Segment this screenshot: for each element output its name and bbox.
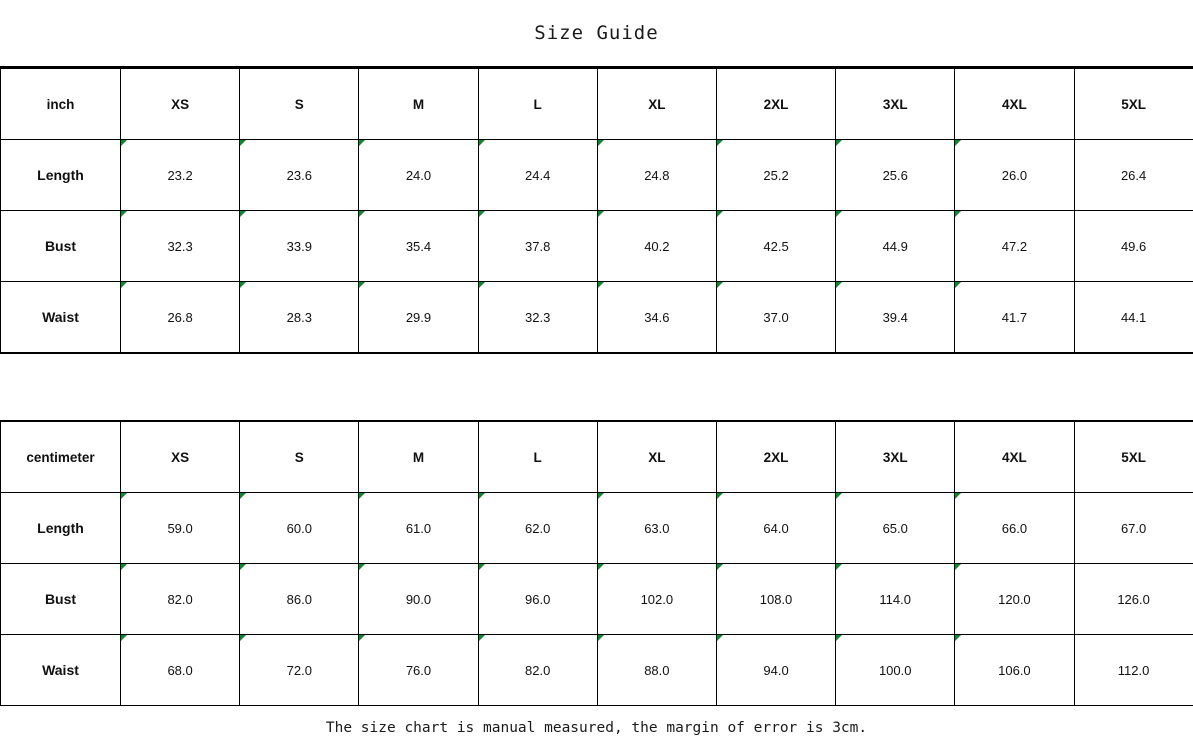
cell-inch-bust-s: 33.9: [240, 211, 359, 282]
cell-cm-bust-s: 86.0: [240, 564, 359, 635]
corner-mark-icon: [836, 282, 842, 288]
cell-inch-length-xl: 24.8: [597, 140, 716, 211]
cell-cm-bust-2xl: 108.0: [716, 564, 835, 635]
table-row: [1, 211, 1193, 282]
cell-cm-waist-3xl: 100.0: [836, 635, 955, 706]
corner-mark-icon: [836, 493, 842, 499]
column-header-l: L: [478, 69, 597, 140]
cell-inch-length-4xl: 26.0: [955, 140, 1074, 211]
corner-mark-icon: [955, 211, 961, 217]
corner-mark-icon: [240, 211, 246, 217]
cell-inch-length-m: 24.0: [359, 140, 478, 211]
cell-inch-waist-xs: 26.8: [121, 282, 240, 353]
cell-inch-length-3xl: 25.6: [836, 140, 955, 211]
row-label-length: Length: [1, 493, 121, 564]
corner-mark-icon: [717, 211, 723, 217]
cell-inch-waist-xl: 34.6: [597, 282, 716, 353]
cell-cm-waist-xs: 68.0: [121, 635, 240, 706]
row-label-bust: Bust: [1, 211, 121, 282]
cell-cm-waist-l: 82.0: [478, 635, 597, 706]
corner-mark-icon: [359, 564, 365, 570]
table-body-inch: [1, 69, 1193, 353]
corner-mark-icon: [240, 564, 246, 570]
corner-mark-icon: [121, 493, 127, 499]
cell-inch-bust-3xl: 44.9: [836, 211, 955, 282]
cell-inch-waist-l: 32.3: [478, 282, 597, 353]
cell-cm-bust-5xl: 126.0: [1074, 564, 1193, 635]
corner-mark-icon: [717, 635, 723, 641]
column-header-xl: XL: [597, 422, 716, 493]
cell-inch-bust-xs: 32.3: [121, 211, 240, 282]
corner-mark-icon: [955, 140, 961, 146]
table-row: [1, 564, 1193, 635]
cell-inch-waist-m: 29.9: [359, 282, 478, 353]
corner-mark-icon: [836, 140, 842, 146]
cell-cm-length-5xl: 67.0: [1074, 493, 1193, 564]
cell-cm-waist-xl: 88.0: [597, 635, 716, 706]
cell-inch-waist-s: 28.3: [240, 282, 359, 353]
column-header-5xl: 5XL: [1074, 69, 1193, 140]
cell-cm-waist-4xl: 106.0: [955, 635, 1074, 706]
column-header-4xl: 4XL: [955, 69, 1074, 140]
corner-mark-icon: [598, 140, 604, 146]
corner-mark-icon: [121, 211, 127, 217]
column-header-2xl: 2XL: [716, 69, 835, 140]
corner-mark-icon: [598, 211, 604, 217]
size-table-inch: [0, 68, 1193, 353]
column-header-l: L: [478, 422, 597, 493]
column-header-xl: XL: [597, 69, 716, 140]
corner-mark-icon: [717, 564, 723, 570]
column-header-xs: XS: [121, 69, 240, 140]
cell-inch-bust-l: 37.8: [478, 211, 597, 282]
cell-cm-bust-3xl: 114.0: [836, 564, 955, 635]
corner-mark-icon: [955, 282, 961, 288]
table-header-row: [1, 422, 1193, 493]
cell-inch-bust-4xl: 47.2: [955, 211, 1074, 282]
corner-mark-icon: [717, 493, 723, 499]
cell-cm-waist-2xl: 94.0: [716, 635, 835, 706]
column-header-3xl: 3XL: [836, 422, 955, 493]
page-title-bar: [0, 0, 1193, 68]
corner-mark-icon: [598, 635, 604, 641]
cell-inch-bust-m: 35.4: [359, 211, 478, 282]
column-header-s: S: [240, 69, 359, 140]
column-header-2xl: 2XL: [716, 422, 835, 493]
corner-mark-icon: [955, 493, 961, 499]
row-label-waist: Waist: [1, 282, 121, 353]
corner-mark-icon: [836, 635, 842, 641]
corner-mark-icon: [479, 282, 485, 288]
corner-mark-icon: [359, 211, 365, 217]
cell-inch-bust-5xl: 49.6: [1074, 211, 1193, 282]
corner-mark-icon: [479, 140, 485, 146]
footer-note-bar: [0, 706, 1193, 749]
corner-mark-icon: [240, 282, 246, 288]
cell-inch-waist-3xl: 39.4: [836, 282, 955, 353]
cell-cm-waist-s: 72.0: [240, 635, 359, 706]
corner-mark-icon: [240, 493, 246, 499]
cell-inch-bust-2xl: 42.5: [716, 211, 835, 282]
cell-cm-length-4xl: 66.0: [955, 493, 1074, 564]
cell-cm-bust-m: 90.0: [359, 564, 478, 635]
corner-mark-icon: [240, 140, 246, 146]
cell-cm-bust-4xl: 120.0: [955, 564, 1074, 635]
corner-mark-icon: [479, 493, 485, 499]
cell-inch-waist-2xl: 37.0: [716, 282, 835, 353]
corner-mark-icon: [121, 140, 127, 146]
table-header-row: [1, 69, 1193, 140]
column-header-5xl: 5XL: [1074, 422, 1193, 493]
cell-cm-waist-5xl: 112.0: [1074, 635, 1193, 706]
footer-note: The size chart is manual measured, the margin of error is 3cm.: [325, 719, 868, 736]
cell-inch-length-xs: 23.2: [121, 140, 240, 211]
row-label-waist: Waist: [1, 635, 121, 706]
page-title: Size Guide: [534, 22, 659, 44]
corner-mark-icon: [598, 493, 604, 499]
unit-label-centimeter: centimeter: [1, 422, 121, 493]
corner-mark-icon: [717, 282, 723, 288]
corner-mark-icon: [955, 635, 961, 641]
cell-cm-bust-xs: 82.0: [121, 564, 240, 635]
table-row: [1, 282, 1193, 353]
column-header-m: M: [359, 422, 478, 493]
cell-cm-length-3xl: 65.0: [836, 493, 955, 564]
corner-mark-icon: [121, 635, 127, 641]
table-row: [1, 635, 1193, 706]
size-table-centimeter: [0, 421, 1193, 706]
column-header-3xl: 3XL: [836, 69, 955, 140]
row-label-bust: Bust: [1, 564, 121, 635]
cell-inch-length-2xl: 25.2: [716, 140, 835, 211]
row-label-length: Length: [1, 140, 121, 211]
cell-cm-length-xl: 63.0: [597, 493, 716, 564]
cell-inch-waist-4xl: 41.7: [955, 282, 1074, 353]
cell-cm-bust-l: 96.0: [478, 564, 597, 635]
cell-inch-length-5xl: 26.4: [1074, 140, 1193, 211]
corner-mark-icon: [359, 140, 365, 146]
table-row: [1, 140, 1193, 211]
cell-inch-waist-5xl: 44.1: [1074, 282, 1193, 353]
table-row: [1, 493, 1193, 564]
table-separator: [0, 353, 1193, 421]
cell-cm-length-2xl: 64.0: [716, 493, 835, 564]
cell-cm-length-l: 62.0: [478, 493, 597, 564]
corner-mark-icon: [717, 140, 723, 146]
corner-mark-icon: [479, 211, 485, 217]
unit-label-inch: inch: [1, 69, 121, 140]
corner-mark-icon: [359, 493, 365, 499]
corner-mark-icon: [479, 635, 485, 641]
corner-mark-icon: [836, 211, 842, 217]
corner-mark-icon: [479, 564, 485, 570]
cell-cm-length-xs: 59.0: [121, 493, 240, 564]
corner-mark-icon: [598, 564, 604, 570]
column-header-s: S: [240, 422, 359, 493]
corner-mark-icon: [359, 635, 365, 641]
cell-cm-length-s: 60.0: [240, 493, 359, 564]
corner-mark-icon: [121, 282, 127, 288]
column-header-xs: XS: [121, 422, 240, 493]
cell-inch-length-s: 23.6: [240, 140, 359, 211]
corner-mark-icon: [359, 282, 365, 288]
corner-mark-icon: [598, 282, 604, 288]
column-header-m: M: [359, 69, 478, 140]
corner-mark-icon: [121, 564, 127, 570]
corner-mark-icon: [240, 635, 246, 641]
column-header-4xl: 4XL: [955, 422, 1074, 493]
cell-cm-bust-xl: 102.0: [597, 564, 716, 635]
table-body-centimeter: [1, 422, 1193, 706]
cell-inch-bust-xl: 40.2: [597, 211, 716, 282]
cell-cm-waist-m: 76.0: [359, 635, 478, 706]
corner-mark-icon: [836, 564, 842, 570]
corner-mark-icon: [955, 564, 961, 570]
cell-cm-length-m: 61.0: [359, 493, 478, 564]
cell-inch-length-l: 24.4: [478, 140, 597, 211]
